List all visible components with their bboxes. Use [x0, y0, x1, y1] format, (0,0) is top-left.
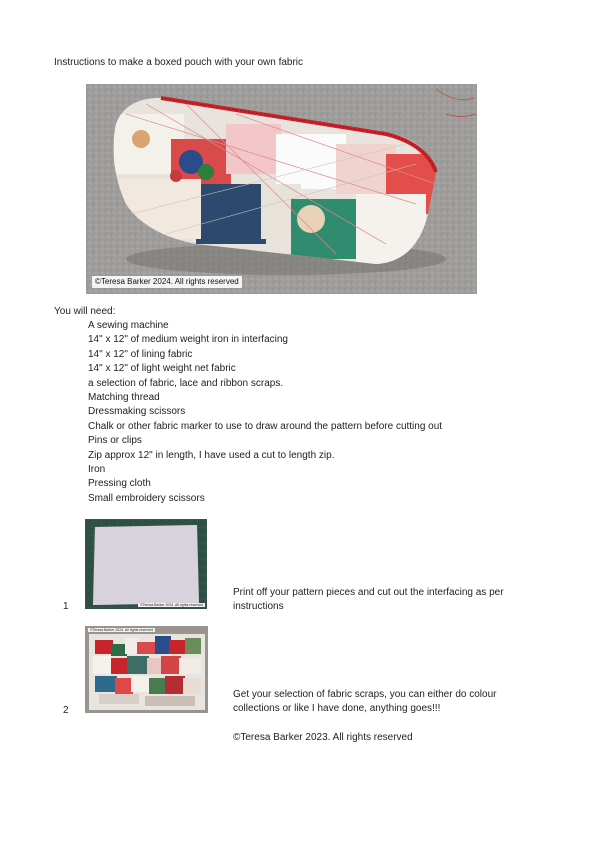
photo-watermark: ©Teresa Barker 2024. All rights reserved [92, 276, 242, 288]
list-item: Iron [88, 463, 106, 475]
step-number: 1 [63, 601, 69, 612]
step-text-line: Print off your pattern pieces and cut out the interfacing as per [233, 587, 504, 598]
step-text [233, 688, 496, 717]
photo-watermark: ©Teresa Barker 2024. All rights reserved [140, 603, 203, 607]
list-item: Matching thread [88, 391, 160, 403]
footer-copyright: ©Teresa Barker 2023. All rights reserved [233, 732, 413, 743]
materials-heading: You will need: [54, 306, 116, 317]
list-item: Chalk or other fabric marker to use to draw around the pattern before cutting out [88, 420, 443, 432]
interfacing-illustration [85, 519, 207, 609]
list-item: Pressing cloth [88, 478, 151, 490]
list-item: Small embroidery scissors [88, 492, 205, 504]
list-item: 14" x 12" of medium weight iron in interfacing [88, 334, 288, 346]
list-item: 14" x 12" of lining fabric [88, 348, 193, 360]
interfacing-photo [85, 519, 207, 609]
step-number: 2 [63, 705, 69, 716]
step-text-line: collections or like I have done, anything goes!!! [233, 703, 441, 715]
page-title: Instructions to make a boxed pouch with your own fabric [54, 57, 304, 68]
step-text [233, 586, 504, 615]
step-text-line: instructions [233, 601, 284, 613]
list-item: Pins or clips [88, 435, 142, 447]
list-item: 14" x 12" of light weight net fabric [88, 363, 236, 375]
fabric-scraps-illustration [85, 626, 208, 713]
step-text-line: Get your selection of fabric scraps, you can either do colour [233, 689, 497, 700]
pouch-photo [86, 84, 477, 294]
photo-watermark: ©Teresa Barker 2024. All rights reserved [90, 628, 153, 632]
list-item: a selection of fabric, lace and ribbon scraps. [88, 377, 284, 389]
materials-list [88, 319, 442, 506]
fabric-scraps-photo [85, 626, 208, 713]
pouch-illustration [86, 84, 477, 294]
list-item: Dressmaking scissors [88, 406, 186, 418]
list-item: Zip approx 12" in length, I have used a cut to length zip. [88, 449, 335, 461]
list-item: A sewing machine [88, 320, 169, 331]
